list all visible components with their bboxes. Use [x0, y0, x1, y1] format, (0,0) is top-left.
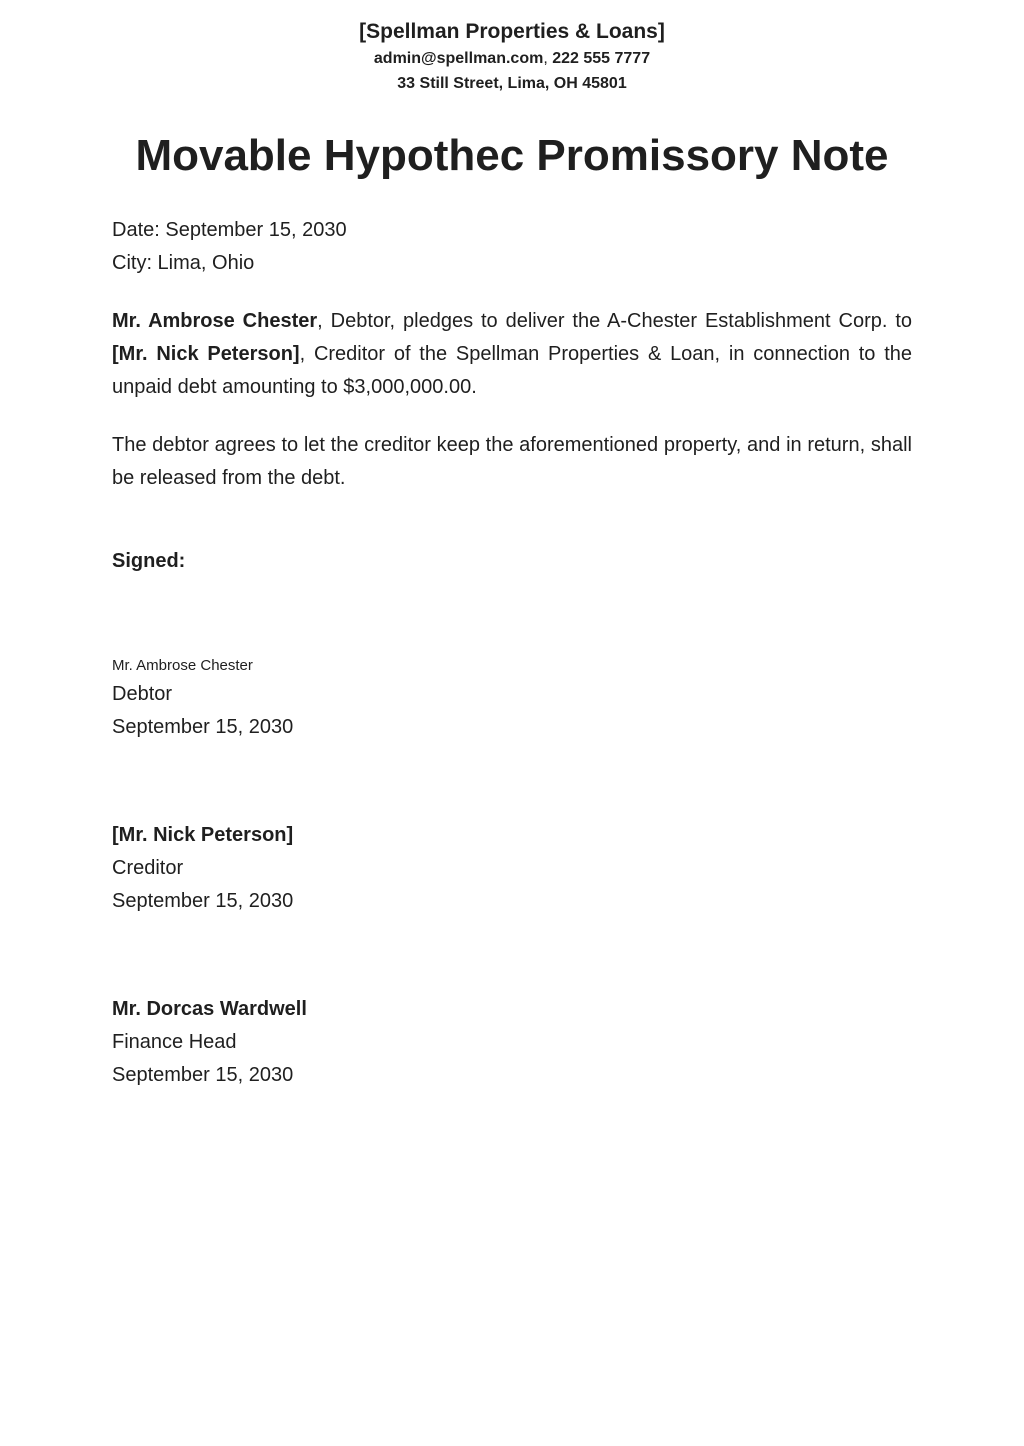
city-line: City: Lima, Ohio: [112, 252, 255, 274]
letterhead: [0, 18, 1024, 96]
release-paragraph: [112, 429, 912, 495]
pledge-text-part1: , Debtor, pledges to deliver the A-Chester Establishment Corp. to: [317, 310, 912, 332]
signatory-role: Debtor: [112, 683, 173, 705]
signatory-date: September 15, 2030: [112, 1064, 294, 1086]
signatory-role: Creditor: [112, 857, 184, 879]
signatory-date: September 15, 2030: [112, 716, 294, 738]
pledge-text-part2: , Creditor of the Spellman Properties & Loan, in connection to the unpaid debt amounting to $3,000,000.00.: [112, 343, 912, 398]
signatory-date: September 15, 2030: [112, 890, 294, 912]
signature-block-debtor: [112, 655, 912, 744]
pledge-text: [112, 305, 912, 404]
creditor-name-inline: [Mr. Nick Peterson]: [112, 343, 300, 365]
debtor-name-inline: Mr. Ambrose Chester: [112, 310, 318, 332]
contact-phone: 222 555 7777: [552, 50, 651, 67]
signatory-name: [Mr. Nick Peterson]: [112, 824, 294, 846]
release-text: The debtor agrees to let the creditor keep the aforementioned property, and in return, shall be released from the debt.: [112, 434, 912, 489]
signatory-name: Mr. Dorcas Wardwell: [112, 998, 307, 1020]
contact-line: [0, 46, 1024, 71]
company-address: 33 Still Street, Lima, OH 45801: [397, 75, 627, 92]
contact-email: admin@spellman.com: [373, 50, 544, 67]
signature-block-finance-head: [112, 993, 912, 1092]
signatory-role: Finance Head: [112, 1031, 237, 1053]
document-meta: [112, 214, 912, 280]
contact-separator: ,: [543, 50, 548, 67]
signatory-name: Mr. Ambrose Chester: [112, 657, 253, 674]
date-line: Date: September 15, 2030: [112, 219, 347, 241]
company-name: [Spellman Properties & Loans]: [359, 20, 665, 43]
signed-label: Signed:: [112, 550, 186, 572]
pledge-paragraph: [112, 305, 912, 404]
document-title: Movable Hypothec Promissory Note: [135, 131, 889, 180]
signature-block-creditor: [112, 819, 912, 918]
